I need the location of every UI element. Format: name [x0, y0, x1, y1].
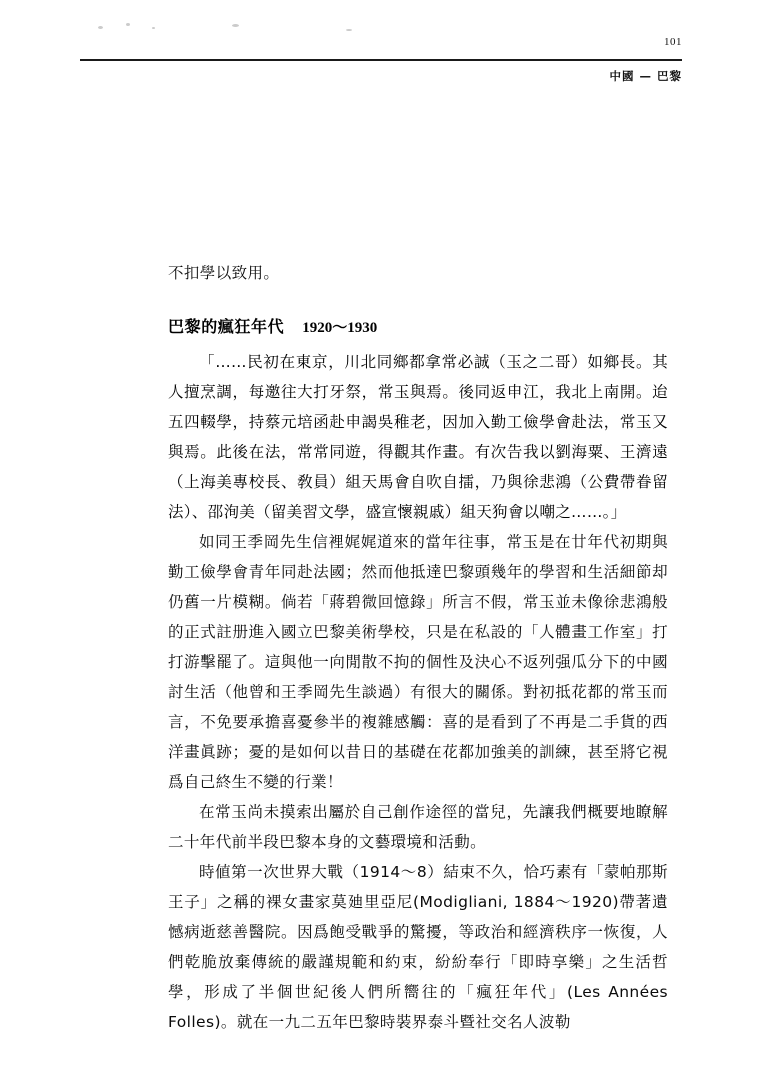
block-quote: 「……民初在東京，川北同鄉都拿常必誠（玉之二哥）如鄉長。其人擅烹調，每邀往大打牙祭，常玉與焉。後同返申江，我北上南開。迨五四輟學，持蔡元培函赴申謁吳稚老，因加入勤工儉學會赴法，常玉又與焉。此後在法，常常同遊，得觀其作畫。有次告我以劉海粟、王濟遠（上海美專校長、敎員）組天馬會自吹自擂，乃與徐悲鴻（公費帶眷留法）、邵洵美（留美習文學，盛宣懷親戚）組天狗會以嘲之……。」 — [168, 353, 668, 521]
lead-line: 不扣學以致用。 — [168, 264, 280, 282]
body-text-area — [168, 258, 668, 1037]
paragraph: 如同王季岡先生信裡娓娓道來的當年往事，常玉是在廿年代初期與勤工儉學會青年同赴法國；然而他抵達巴黎頭幾年的學習和生活細節却仍舊一片模糊。倘若「蔣碧微回憶錄」所言不假，常玉並未像徐悲鴻般的正式註册進入國立巴黎美術學校，只是在私設的「人體畫工作室」打打游擊罷了。這與他一向閒散不拘的個性及決心不返列强瓜分下的中國討生活（他曾和王季岡先生談過）有很大的關係。對初抵花都的常玉而言，不免要承擔喜憂參半的複雜感觸：喜的是看到了不再是二手貨的西洋畫眞跡；憂的是如何以昔日的基礎在花都加強美的訓練，甚至將它視爲自己終生不變的行業！ — [168, 533, 668, 791]
scan-speckle — [152, 27, 155, 29]
scan-speckle — [98, 26, 103, 29]
section-heading — [168, 314, 668, 337]
paragraph: 在常玉尚未摸索出屬於自己創作途徑的當兒，先讓我們概要地瞭解二十年代前半段巴黎本身的文藝環境和活動。 — [168, 803, 668, 851]
page-number: 101 — [664, 36, 682, 48]
paragraph: 時値第一次世界大戰（1914～8）結束不久，恰巧素有「蒙帕那斯王子」之稱的裸女畫家莫廸里亞尼(Modigliani, 1884～1920)帶著遺憾病逝慈善醫院。因爲飽受戰爭的驚擾，等政治和經濟秩序一恢復，人們乾脆放棄傳統的嚴謹規範和約束，紛紛奉行「即時享樂」之生活哲學，形成了半個世紀後人們所嚮往的「瘋狂年代」(Les Années Folles)。就在一九二五年巴黎時裝界泰斗暨社交名人波勒 — [168, 863, 668, 1031]
scan-speckle — [126, 23, 130, 26]
scan-speckle — [346, 29, 352, 31]
running-head: 中國 — 巴黎 — [609, 69, 682, 83]
scan-speckle — [232, 24, 239, 27]
section-heading-text: 巴黎的瘋狂年代 — [168, 317, 285, 336]
header-rule — [80, 59, 682, 61]
section-heading-years: 1920～1930 — [302, 320, 378, 336]
